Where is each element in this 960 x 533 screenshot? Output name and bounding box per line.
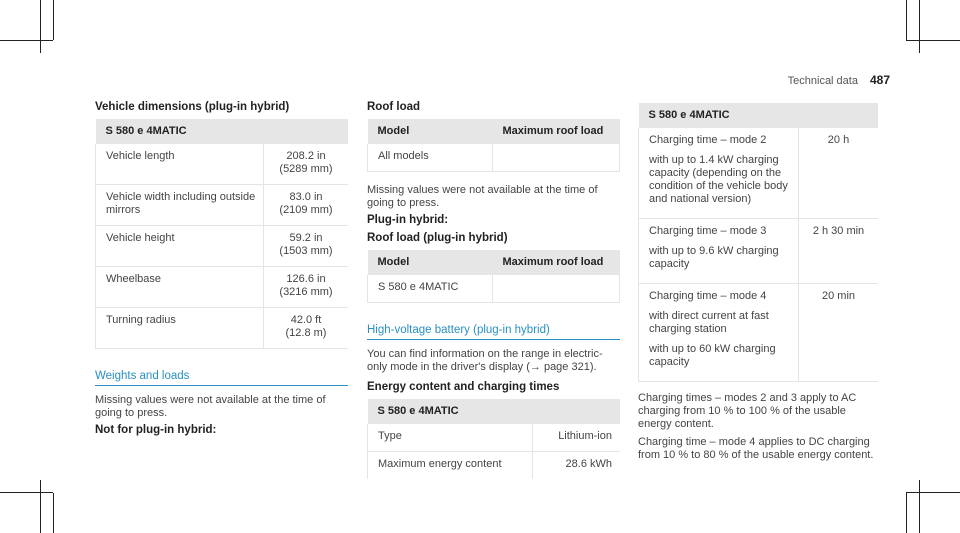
crop-mark	[40, 0, 41, 53]
plugin-hybrid-heading: Plug-in hybrid:	[367, 214, 449, 226]
battery-table	[367, 399, 620, 479]
row-value-metric: (3216 mm)	[279, 286, 333, 298]
table-row	[96, 185, 349, 226]
row-title: Charging time – mode 3	[649, 225, 767, 237]
column-header-max-roof-load: Maximum roof load	[493, 119, 620, 144]
row-value: 42.0 ft	[290, 314, 322, 326]
crop-mark	[919, 480, 920, 533]
row-value-metric: (5289 mm)	[279, 163, 333, 175]
row-label: Vehicle width including outside mirrors	[96, 185, 264, 226]
battery-heading: High-voltage battery (plug-in hybrid)	[367, 324, 620, 340]
charging-note-dc: Charging time – mode 4 applies to DC charging from 10 % to 80 % of the usable energy content.	[638, 436, 874, 461]
row-label: Vehicle height	[96, 226, 264, 267]
crop-mark	[53, 0, 54, 40]
table-row	[368, 144, 620, 172]
table-row	[639, 128, 879, 219]
table-header-model: S 580 e 4MATIC	[639, 103, 879, 128]
table-row	[368, 275, 620, 303]
energy-content-heading: Energy content and charging times	[367, 381, 560, 393]
crop-mark	[906, 492, 960, 493]
weights-text: Missing values were not available at the time of going to press.	[95, 394, 326, 419]
row-detail: with up to 1.4 kW charging capacity (depending on the condition of the vehicle body and national version)	[649, 154, 788, 205]
right-column	[638, 103, 878, 462]
row-label: Turning radius	[96, 308, 264, 349]
row-detail: with direct current at fast charging station	[649, 310, 769, 335]
left-column	[95, 101, 348, 436]
crop-mark	[906, 493, 907, 533]
row-value: 28.6 kWh	[565, 458, 612, 470]
vehicle-dimensions-heading: Vehicle dimensions (plug-in hybrid)	[95, 101, 290, 113]
row-label: All models	[368, 144, 493, 172]
page-number: 487	[869, 73, 890, 87]
row-value: 20 min	[799, 284, 879, 382]
weights-heading: Weights and loads	[95, 370, 348, 386]
row-value: Lithium-ion	[533, 424, 621, 452]
roof-load-hybrid-table	[367, 250, 620, 303]
table-row	[96, 144, 349, 185]
table-row	[368, 452, 621, 480]
roof-load-hybrid-heading: Roof load (plug-in hybrid)	[367, 232, 508, 244]
table-header-model: S 580 e 4MATIC	[368, 399, 621, 424]
row-value-metric: (1503 mm)	[279, 245, 333, 257]
row-label: S 580 e 4MATIC	[368, 275, 493, 303]
column-header-max-roof-load: Maximum roof load	[493, 250, 620, 275]
table-row	[96, 226, 349, 267]
crop-mark	[0, 40, 53, 41]
crop-mark	[53, 493, 54, 533]
table-row	[639, 219, 879, 284]
section-title: Technical data	[787, 75, 858, 87]
row-value	[493, 275, 620, 303]
charging-times-table	[638, 103, 878, 382]
table-row	[368, 424, 621, 452]
row-value	[493, 144, 620, 172]
column-header-model: Model	[368, 119, 493, 144]
row-title: Charging time – mode 4	[649, 290, 767, 302]
row-label: Type	[368, 424, 533, 452]
table-row	[639, 284, 879, 382]
table-header-model: S 580 e 4MATIC	[96, 119, 349, 144]
table-row	[96, 267, 349, 308]
row-value: 83.0 in	[289, 191, 323, 203]
row-label: Wheelbase	[96, 267, 264, 308]
row-label: Vehicle length	[96, 144, 264, 185]
row-value: 2 h 30 min	[799, 219, 879, 284]
crop-mark	[906, 0, 907, 40]
vehicle-dimensions-table	[95, 119, 348, 349]
missing-values-text: Missing values were not available at the time of going to press.	[367, 184, 598, 209]
row-value: 126.6 in	[286, 273, 326, 285]
row-label: Maximum energy content	[368, 452, 533, 480]
weights-subheading: Not for plug-in hybrid:	[95, 424, 217, 436]
crop-mark	[919, 0, 920, 53]
row-value: 208.2 in	[286, 150, 326, 162]
row-value: 59.2 in	[289, 232, 323, 244]
row-value-metric: (12.8 m)	[285, 327, 327, 339]
battery-text: You can find information on the range in electric-only mode in the driver's display (→ page 321).	[367, 348, 603, 373]
crop-mark	[0, 492, 53, 493]
crop-mark	[906, 40, 960, 41]
crop-mark	[40, 480, 41, 533]
row-value-metric: (2109 mm)	[279, 204, 333, 216]
page-header	[788, 73, 890, 87]
row-value: 20 h	[799, 128, 879, 219]
table-row	[96, 308, 349, 349]
row-detail: with up to 9.6 kW charging capacity	[649, 245, 779, 270]
charging-note-ac: Charging times – modes 2 and 3 apply to AC charging from 10 % to 100 % of the usable energy content.	[638, 392, 857, 430]
row-title: Charging time – mode 2	[649, 134, 767, 146]
roof-load-table	[367, 119, 620, 172]
column-header-model: Model	[368, 250, 493, 275]
row-detail-2: with up to 60 kW charging capacity	[649, 343, 776, 368]
middle-column	[367, 101, 620, 479]
roof-load-heading: Roof load	[367, 101, 421, 113]
